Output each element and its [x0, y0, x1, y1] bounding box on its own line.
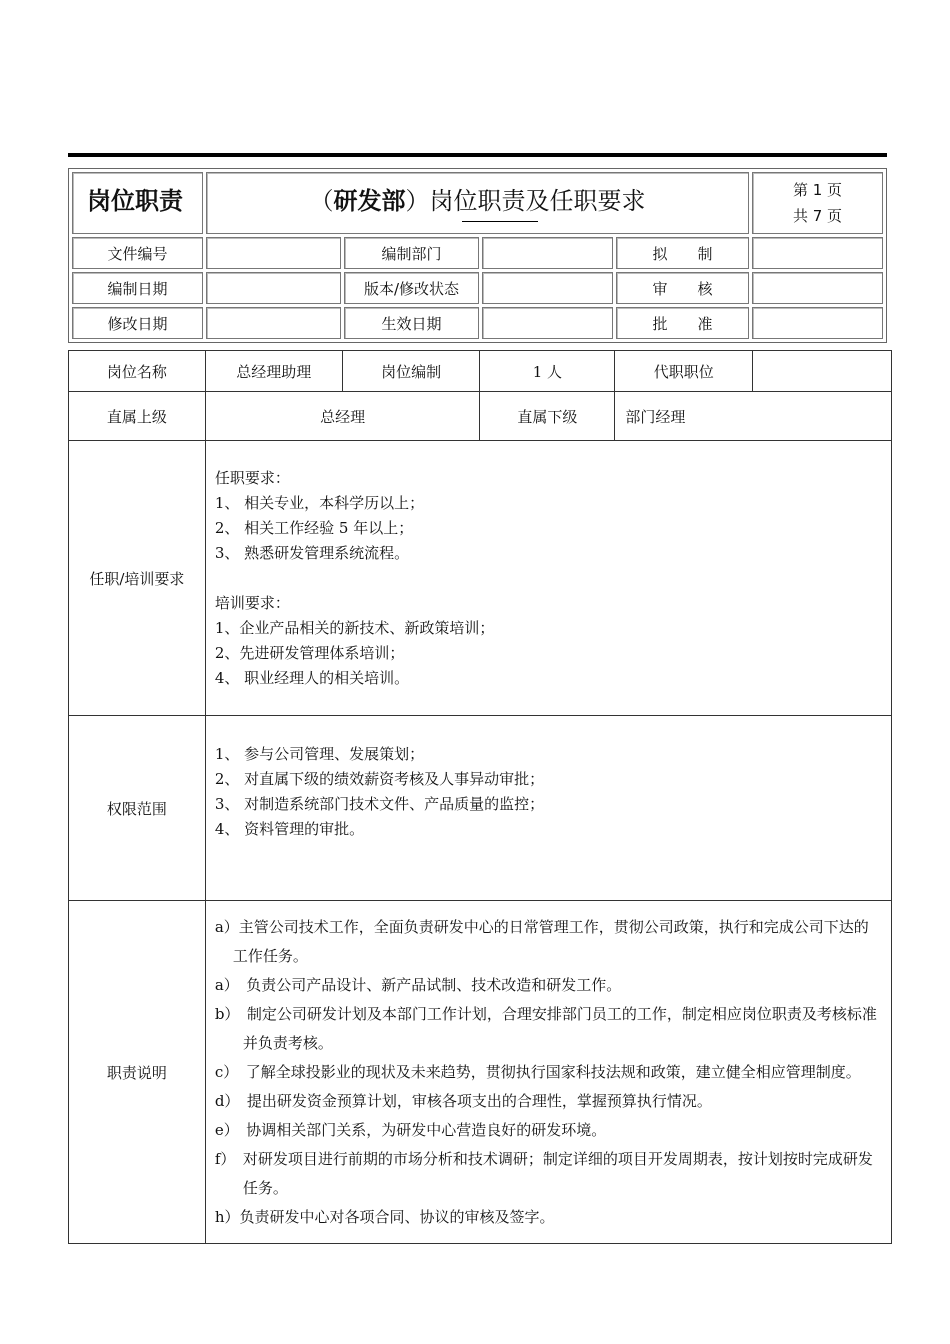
deputy-value [753, 351, 892, 392]
list-item: a）主管公司技术工作，全面负责研发中心的日常管理工作，贯彻公司政策，执行和完成公司下达的工作任务。 [214, 917, 869, 965]
title-underline [462, 221, 538, 222]
requirements-content [205, 441, 891, 716]
revision-date-field[interactable] [206, 307, 341, 339]
page-title: （研发部）岗位职责及任职要求 [206, 172, 749, 234]
list-item: a） 负责公司产品设计、新产品试制、技术改造和研发工作。 [214, 975, 622, 994]
page-indicator [752, 172, 883, 234]
reporting-row [69, 392, 892, 441]
authority-row [69, 716, 892, 901]
list-item: 1、企业产品相关的新技术、新政策培训； [214, 618, 495, 637]
deputy-label: 代职职位 [615, 351, 753, 392]
top-rule [68, 153, 887, 157]
list-item: 2、先进研发管理体系培训； [214, 643, 405, 662]
list-item: 3、 熟悉研发管理系统流程。 [214, 543, 410, 562]
cell-label: 编制部门 [344, 237, 479, 269]
train-req-title: 培训要求： [214, 593, 290, 612]
list-item: 2、 相关工作经验 5 年以上； [214, 518, 414, 537]
subordinate-label: 直属下级 [480, 392, 615, 441]
effective-date-field[interactable] [482, 307, 613, 339]
list-item: e） 协调相关部门关系，为研发中心营造良好的研发环境。 [214, 1120, 607, 1139]
superior-value: 总经理 [205, 392, 480, 441]
list-item: 1、 相关专业，本科学历以上； [214, 493, 425, 512]
list-item: d） 提出研发资金预算计划，审核各项支出的合理性，掌握预算执行情况。 [214, 1091, 712, 1110]
list-item: 4、 资料管理的审批。 [214, 820, 365, 838]
cell-label: 批 准 [616, 307, 749, 339]
position-detail-table [68, 350, 892, 1244]
authority-content [205, 716, 891, 901]
header-row-2 [72, 272, 883, 304]
authority-label: 权限范围 [69, 716, 206, 901]
drafter-field[interactable] [752, 237, 883, 269]
position-name-value: 总经理助理 [205, 351, 342, 392]
cell-label: 编制日期 [72, 272, 203, 304]
duties-content [205, 901, 891, 1244]
approver-field[interactable] [752, 307, 883, 339]
date-field[interactable] [206, 272, 341, 304]
doc-type-label: 岗位职责 [72, 172, 203, 234]
cell-label: 版本/修改状态 [344, 272, 479, 304]
position-quota-label: 岗位编制 [342, 351, 480, 392]
dept-field[interactable] [482, 237, 613, 269]
job-req-title: 任职要求： [214, 468, 290, 487]
cell-label: 拟 制 [616, 237, 749, 269]
cell-label: 文件编号 [72, 237, 203, 269]
header-row-1 [72, 237, 883, 269]
subordinate-value: 部门经理 [615, 392, 892, 441]
header-row-3 [72, 307, 883, 339]
list-item: 2、 对直属下级的绩效薪资考核及人事异动审批； [214, 770, 545, 788]
version-field[interactable] [482, 272, 613, 304]
superior-label: 直属上级 [69, 392, 206, 441]
list-item: f） 对研发项目进行前期的市场分析和技术调研；制定详细的项目开发周期表，按计划按时完成研发任务。 [214, 1149, 873, 1197]
doc-number-field[interactable] [206, 237, 341, 269]
document-header-table [68, 168, 887, 343]
position-quota-value: 1 人 [480, 351, 615, 392]
list-item: 3、 对制造系统部门技术文件、产品质量的监控； [214, 795, 545, 813]
page-total: 共 7 页 [792, 207, 843, 225]
cell-label: 修改日期 [72, 307, 203, 339]
list-item: 4、 职业经理人的相关培训。 [214, 668, 410, 687]
position-row [69, 351, 892, 392]
requirements-row [69, 441, 892, 716]
duties-row [69, 901, 892, 1244]
list-item: h）负责研发中心对各项合同、协议的审核及签字。 [214, 1207, 555, 1226]
title-department: 研发部 [333, 187, 406, 215]
list-item: c） 了解全球投影业的现状及未来趋势，贯彻执行国家科技法规和政策，建立健全相应管理制度。 [214, 1062, 861, 1081]
page-current: 第 1 页 [792, 181, 843, 199]
list-item: b） 制定公司研发计划及本部门工作计划，合理安排部门员工的工作，制定相应岗位职责及考核标准并负责考核。 [214, 1004, 877, 1052]
reviewer-field[interactable] [752, 272, 883, 304]
cell-label: 审 核 [616, 272, 749, 304]
cell-label: 生效日期 [344, 307, 479, 339]
position-name-label: 岗位名称 [69, 351, 206, 392]
list-item: 1、 参与公司管理、发展策划； [214, 745, 425, 763]
requirements-label: 任职/培训要求 [69, 441, 206, 716]
duties-label: 职责说明 [69, 901, 206, 1244]
